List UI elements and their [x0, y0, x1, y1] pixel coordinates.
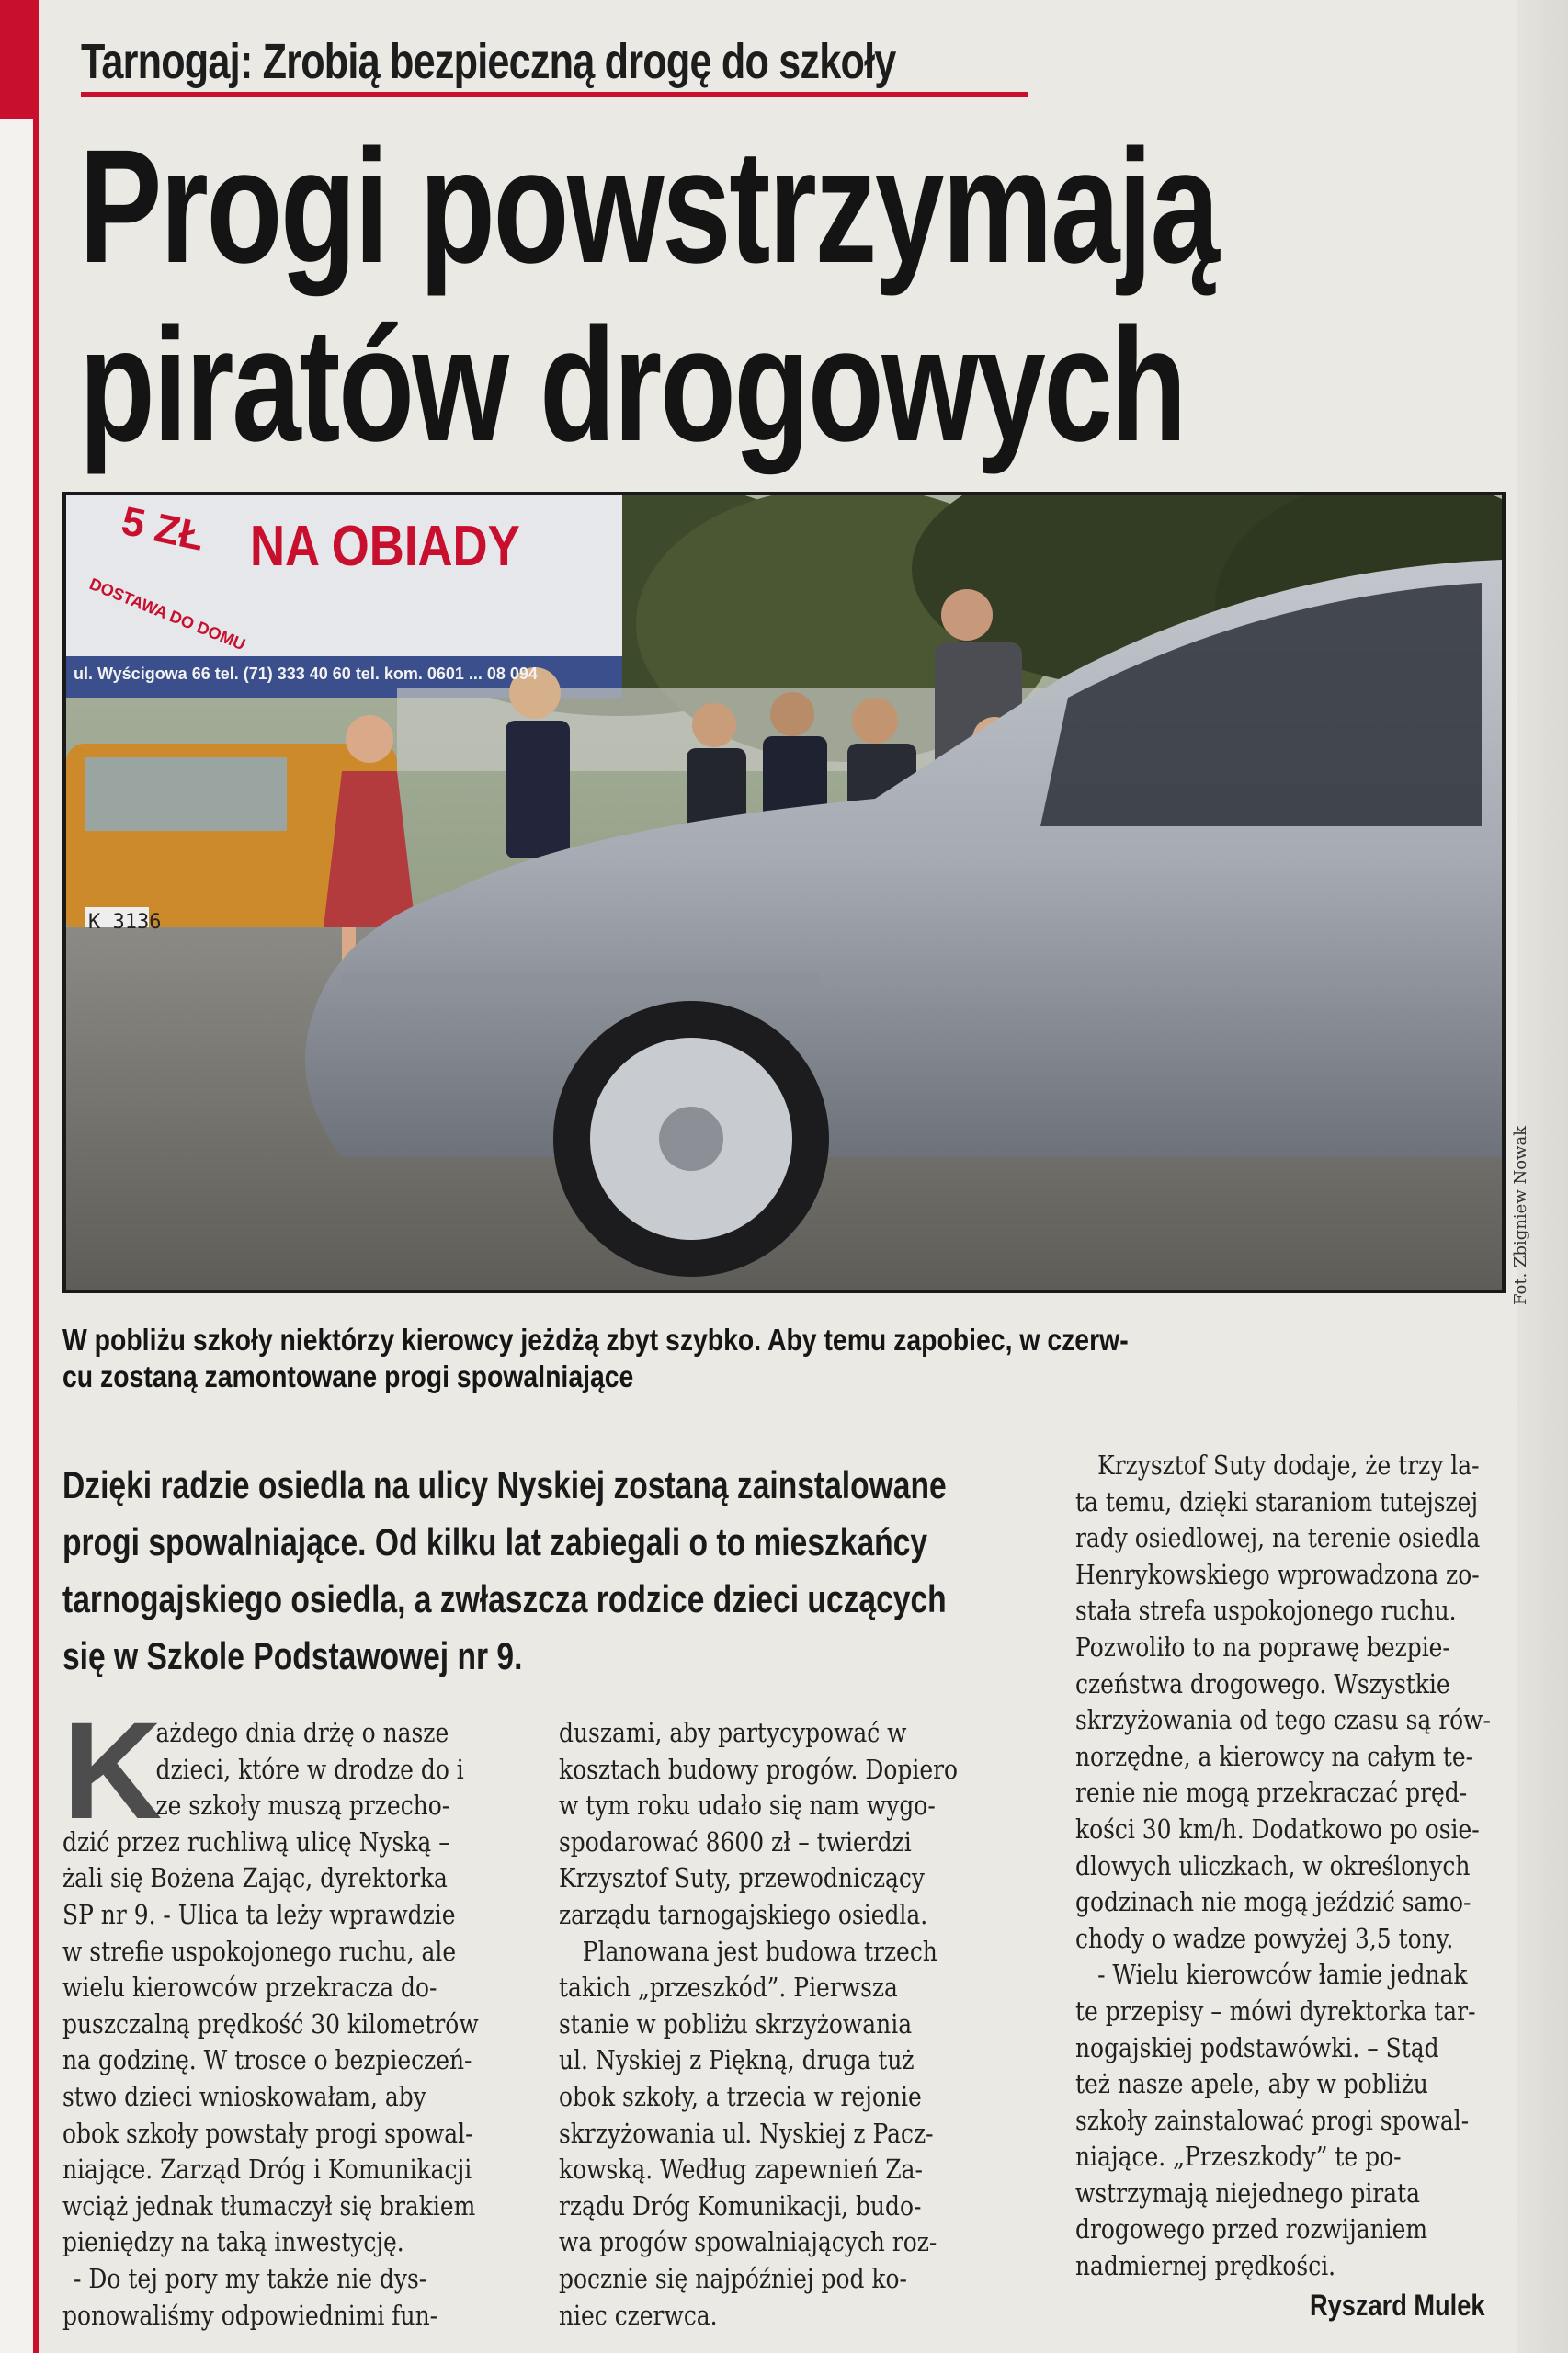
- body-line: niec czerwca.: [559, 2299, 718, 2331]
- body-line: nogajskiej podstawówki. – Stąd: [1075, 2031, 1439, 2063]
- body-line: stanie w pobliżu skrzyżowania: [559, 2007, 913, 2040]
- body-line: niające. „Przeszkody” te po-: [1075, 2141, 1402, 2173]
- kicker-underline: [81, 92, 1028, 97]
- body-line: pocznie się najpóźniej pod ko-: [559, 2262, 907, 2294]
- body-line: pieniędzy na taką inwestycję.: [62, 2226, 404, 2258]
- sign-small-text: DOSTAWA DO DOMU: [86, 574, 248, 654]
- body-line: Krzysztof Suty, przewodniczący: [559, 1862, 925, 1894]
- body-line: dlowych uliczkach, w określonych: [1075, 1849, 1471, 1881]
- body-line: Krzysztof Suty dodaje, że trzy la-: [1097, 1449, 1480, 1481]
- body-line: niające. Zarząd Dróg i Komunikacji: [62, 2154, 472, 2186]
- body-line: takich „przeszkód”. Pierwsza: [559, 1972, 898, 2004]
- body-line: renie nie mogą przekraczać pręd-: [1075, 1777, 1468, 1809]
- adjacent-page-edge: [0, 0, 39, 2353]
- sign-title: NA OBIADY: [250, 515, 520, 578]
- body-line: Henrykowskiego wprowadzona zo-: [1075, 1558, 1480, 1590]
- body-line: kowską. Według zapewnień Za-: [559, 2154, 923, 2186]
- lead-line: progi spowalniające. Od kilku lat zabiegali o to mieszkańcy: [62, 1520, 928, 1563]
- body-line: szkoły zainstalować progi spowal-: [1075, 2104, 1470, 2136]
- body-line: dzić przez ruchliwą ulicę Nyską –: [62, 1825, 450, 1858]
- photo-caption: [62, 1322, 1506, 1395]
- headline-line: Progi powstrzymają: [79, 117, 1218, 297]
- headline-line: piratów drogowych: [79, 295, 1186, 475]
- body-line: na godzinę. W trosce o bezpieczeń-: [62, 2044, 472, 2076]
- body-line: też nasze apele, aby w pobliżu: [1075, 2068, 1428, 2100]
- body-line: SP nr 9. - Ulica ta leży wprawdzie: [62, 1898, 456, 1930]
- body-line: ul. Nyskiej z Piękną, druga tuż: [559, 2044, 915, 2076]
- red-corner-mark: [0, 0, 33, 119]
- sign-logo: 5 ZŁ: [117, 498, 209, 560]
- body-line: Pozwoliło to na poprawę bezpie-: [1075, 1631, 1450, 1663]
- body-line: duszami, aby partycypować w: [559, 1717, 907, 1748]
- body-line: stwo dzieci wnioskowałam, aby: [62, 2080, 426, 2112]
- article-photo: [62, 492, 1506, 1293]
- photo-credit: Fot. Zbigniew Nowak: [1511, 1125, 1530, 1305]
- adult-figure: [506, 721, 570, 858]
- body-line: spodarować 8600 zł – twierdzi: [559, 1825, 912, 1858]
- body-line: obok szkoły, a trzecia w rejonie: [559, 2080, 922, 2112]
- body-line: skrzyżowania od tego czasu są rów-: [1075, 1704, 1491, 1736]
- lead-line: tarnogajskiego osiedla, a zwłaszcza rodzice dzieci uczących: [62, 1577, 947, 1620]
- body-line: kosztach budowy progów. Dopiero: [559, 1753, 959, 1785]
- body-line: te przepisy – mówi dyrektorka tar-: [1075, 1995, 1476, 2027]
- body-line: ponowaliśmy odpowiednimi fun-: [62, 2299, 438, 2331]
- body-line: zarządu tarnogajskiego osiedla.: [559, 1898, 928, 1930]
- body-line: norzędne, a kierowcy na całym te-: [1075, 1740, 1474, 1772]
- body-line: chody o wadze powyżej 3,5 tony.: [1075, 1922, 1454, 1954]
- body-line: czeństwa drogowego. Wszystkie: [1075, 1667, 1450, 1699]
- body-column-3: [1075, 1448, 1530, 2285]
- body-line: żali się Bożena Zając, dyrektorka: [62, 1862, 448, 1894]
- body-line: ażdego dnia drżę o nasze: [155, 1717, 449, 1748]
- body-column-2: [559, 1715, 1037, 2334]
- license-plate: K 3136: [88, 911, 162, 934]
- body-line: obok szkoły powstały progi spowal-: [62, 2117, 473, 2149]
- body-line: w tym roku udało się nam wygo-: [559, 1790, 936, 1822]
- body-line: w strefie uspokojonego ruchu, ale: [62, 1935, 457, 1967]
- body-line: rady osiedlowej, na terenie osiedla: [1075, 1522, 1481, 1554]
- body-line: - Do tej pory my także nie dys-: [74, 2262, 427, 2294]
- body-line: wciąż jednak tłumaczył się brakiem: [62, 2189, 476, 2222]
- body-line: - Wielu kierowców łamie jednak: [1097, 1959, 1468, 1991]
- sign-phone-line: ul. Wyścigowa 66 tel. (71) 333 40 60 tel. kom. 0601 ... 08 094: [74, 665, 538, 683]
- author-byline: Ryszard Mulek: [1310, 2289, 1485, 2322]
- body-line: wstrzymają niejednego pirata: [1075, 2177, 1420, 2209]
- body-column-1: [62, 1693, 529, 2334]
- lead-line: się w Szkole Podstawowej nr 9.: [62, 1634, 523, 1677]
- street-scene-illustration: [66, 495, 1502, 1290]
- body-line: kości 30 km/h. Dodatkowo po osie-: [1075, 1813, 1480, 1845]
- body-line: wielu kierowców przekracza do-: [62, 1972, 437, 2004]
- headline: [79, 118, 1218, 474]
- lead-paragraph: [62, 1457, 1037, 1685]
- lead-line: Dzięki radzie osiedla na ulicy Nyskiej zostaną zainstalowane: [62, 1463, 947, 1506]
- body-line: rządu Dróg Komunikacji, budo-: [559, 2189, 922, 2222]
- body-line: ta temu, dzięki staraniom tutejszej: [1075, 1485, 1479, 1518]
- body-line: drogowego przed rozwijaniem: [1075, 2213, 1428, 2245]
- body-line: Planowana jest budowa trzech: [582, 1935, 937, 1967]
- caption-line: W pobliżu szkoły niektórzy kierowcy jeżdżą zbyt szybko. Aby temu zapobiec, w czerw-: [62, 1323, 1129, 1357]
- drop-cap: K: [62, 1693, 163, 1847]
- caption-line: cu zostaną zamontowane progi spowalniające: [62, 1359, 634, 1393]
- body-line: wa progów spowalniających roz-: [559, 2226, 937, 2258]
- body-line: nadmiernej prędkości.: [1075, 2250, 1336, 2282]
- kicker-title: Tarnogaj: Zrobią bezpieczną drogę do szkoły: [81, 34, 896, 89]
- body-line: puszczalną prędkość 30 kilometrów: [62, 2007, 479, 2040]
- body-line: stała strefa uspokojonego ruchu.: [1075, 1595, 1457, 1627]
- body-line: dzieci, które w drodze do i: [155, 1753, 464, 1785]
- body-line: ze szkoły muszą przecho-: [155, 1790, 450, 1822]
- body-line: godzinach nie mogą jeździć samo-: [1075, 1886, 1471, 1918]
- body-line: skrzyżowania ul. Nyskiej z Pacz-: [559, 2117, 934, 2149]
